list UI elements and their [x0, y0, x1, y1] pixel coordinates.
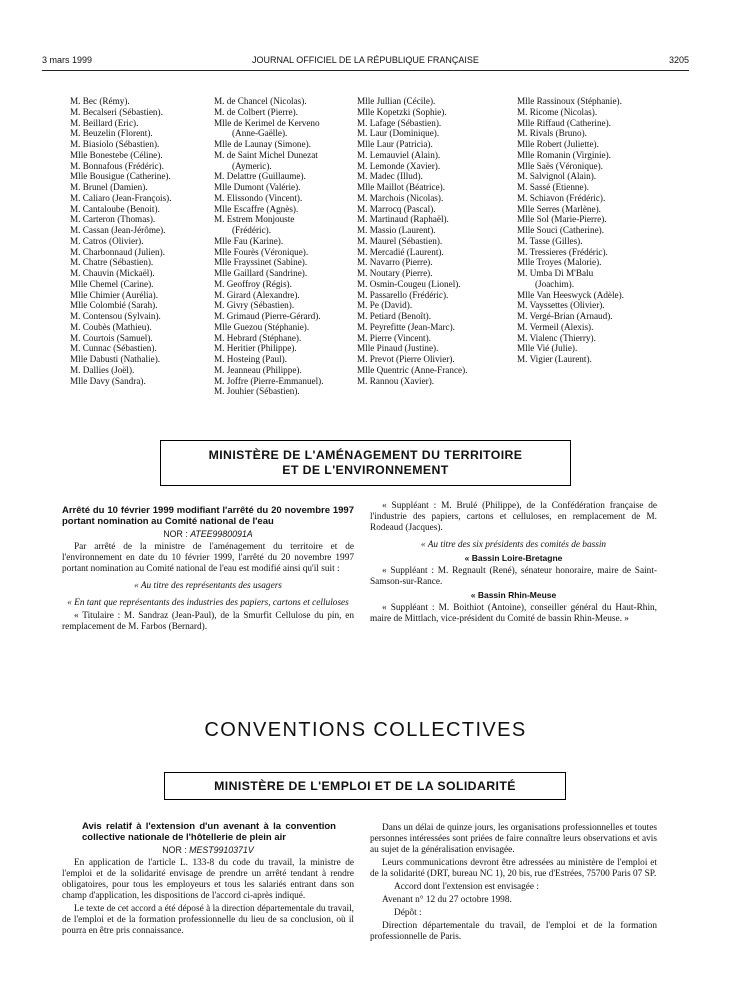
name-entry: Mlle Riffaud (Catherine). [517, 117, 611, 128]
name-entry: M. Girard (Alexandre). [214, 289, 300, 300]
page-number: 3205 [668, 55, 689, 65]
name-entry: Mlle Dumont (Valérie). [214, 182, 301, 192]
name-entry: Mlle Colombié (Sarah). [70, 300, 158, 311]
name-entry: M. Charbonnaud (Julien). [70, 246, 165, 257]
name-entry: M. Coubès (Mathieu). [70, 321, 152, 332]
avis-paragraph-8: Direction départementale du travail, de l'emploi et de la formation professionnelle de Paris. [370, 921, 657, 942]
name-entry: M. Vermeil (Alexis). [517, 321, 594, 332]
name-entry: M. Tasse (Gilles). [517, 235, 583, 246]
name-entry: (Anne-Gaëlle). [232, 128, 288, 139]
name-entry: M. Marchois (Nicolas). [357, 192, 444, 203]
avis-paragraph-1: En application de l'article L. 133-8 du code du travail, la ministre de l'emploi et de la solidarité envisage de prendre un arrêté tendant à rendre obligatoires, pour tous les employeurs et tous les salariés entrant dans son champ d'application, les dispositions de l'accord ci-après indiqué. [62, 858, 354, 901]
name-entry: M. Delattre (Guillaume). [214, 171, 306, 182]
name-entry: M. Jeanneau (Philippe). [214, 364, 302, 375]
name-entry: Mlle de Kerimel de Kerveno [214, 117, 320, 128]
bassin-rhin-meuse: « Bassin Rhin-Meuse [470, 590, 557, 600]
name-entry: Mlle de Launay (Simone). [214, 139, 311, 149]
name-entry: M. Hosteing (Paul). [214, 354, 287, 364]
name-list [62, 96, 662, 406]
name-entry: M. Vergé-Brian (Arnaud). [517, 311, 613, 321]
avis-paragraph-5: Accord dont l'extension est envisagée : [394, 882, 539, 892]
name-entry: M. Sassé (Etienne). [517, 182, 589, 192]
name-column-1 [70, 96, 172, 386]
bassin-loire-bretagne: « Bassin Loire-Bretagne [464, 553, 563, 563]
name-entry: M. Caliaro (Jean-François). [70, 192, 172, 203]
name-entry: Mlle Vié (Julie). [517, 343, 578, 354]
arrete-title: Arrêté du 10 février 1999 modifiant l'arrêté du 20 novembre 1997 portant nomination au Comité national de l'eau [62, 505, 354, 527]
name-entry: M. Lafage (Sébastien). [357, 117, 442, 128]
name-entry: M. Geoffroy (Régis). [214, 278, 292, 289]
name-entry: M. Biasiolo (Sébastien). [70, 139, 160, 149]
nor-code: MEST9910371V [189, 845, 254, 855]
name-entry: (Aymeric). [232, 160, 272, 171]
name-entry: M. Vialenc (Thierry). [517, 332, 596, 343]
name-entry: M. Peyrefitte (Jean-Marc). [357, 321, 455, 332]
name-entry: Mlle Serres (Marlène). [517, 203, 601, 214]
name-entry: M. Becalseri (Sébastien). [70, 106, 163, 117]
name-entry: M. Bonnafous (Frédéric). [70, 160, 164, 171]
name-entry: Mlle Fourès (Véronique). [214, 246, 309, 257]
avis-right-column [370, 823, 657, 945]
nor-label: NOR : [163, 529, 188, 539]
name-entry: Mlle Jullian (Cécile). [357, 96, 436, 106]
name-entry: M. Jouhier (Sébastien). [214, 386, 300, 397]
name-entry: M. Schiavon (Frédéric). [517, 192, 606, 203]
name-entry: Mlle Kopetzki (Sophie). [357, 106, 447, 117]
name-entry: M. Lemauviel (Alain). [357, 149, 441, 160]
avis-paragraph-4: Leurs communications devront être adressées au ministère de l'emploi et de la solidarité (DRT, bureau NC 1), 20 bis, rue d'Estrées, 75700 Paris 07 SP. [370, 858, 657, 879]
name-entry: M. Osmin-Cougeu (Lionel). [357, 278, 461, 289]
name-entry: Mlle Saës (Véronique). [517, 160, 603, 171]
name-entry: M. Bec (Rémy). [70, 96, 130, 106]
name-entry: Mlle Souci (Catherine). [517, 225, 605, 235]
conventions-heading: CONVENTIONS COLLECTIVES [204, 719, 527, 741]
avis-depot-label: Dépôt : [394, 908, 422, 918]
ministry-banner-environment [160, 440, 571, 486]
name-entry: M. Marrocq (Pascal). [357, 203, 436, 214]
name-entry: Mlle Maillot (Béatrice). [357, 182, 446, 192]
name-entry: Mlle Davy (Sandra). [70, 375, 146, 386]
name-entry: M. de Saint Michel Dunezat [214, 149, 318, 160]
name-column-4 [517, 96, 624, 365]
name-entry: M. Estrem Monjouste [214, 214, 295, 225]
name-entry: M. Joffre (Pierre-Emmanuel). [214, 375, 324, 386]
name-entry: Mlle Dabusti (Nathalie). [70, 354, 161, 364]
name-entry: M. Rivals (Bruno). [517, 128, 587, 139]
name-entry: M. Beillard (Eric). [70, 117, 139, 128]
arrete-right-column [370, 501, 657, 627]
name-entry: M. Heritier (Philippe). [214, 343, 297, 354]
avis-paragraph-3: Dans un délai de quinze jours, les organisations professionnelles et toutes personnes intéressées sont priées de faire connaître leurs observations et avis au sujet de la généralisation envisagée. [370, 823, 657, 855]
avis-paragraph-6: Avenant n° 12 du 27 octobre 1998. [382, 895, 512, 905]
name-entry: M. Catros (Olivier). [70, 235, 144, 246]
name-entry: M. de Colbert (Pierre). [214, 106, 298, 117]
nor-code: ATEE9980091A [190, 529, 253, 539]
name-entry: M. Salvignol (Alain). [517, 171, 597, 182]
name-entry: M. Prevot (Pierre Olivier). [357, 354, 455, 364]
name-entry: Mlle Laur (Patricia). [357, 139, 433, 149]
name-entry: M. Pe (David). [357, 300, 413, 311]
name-entry: M. Beuzelin (Florent). [70, 128, 153, 139]
name-entry: Mlle Chimier (Aurélia). [70, 289, 159, 300]
name-entry: M. Hebrard (Stéphane). [214, 332, 302, 343]
name-entry: M. Courtois (Samuel). [70, 332, 153, 343]
name-entry: (Joachim). [535, 278, 575, 289]
name-entry: Mlle Sol (Marie-Pierre). [517, 214, 607, 225]
name-entry: Mlle Guezou (Stéphanie). [214, 321, 310, 332]
arrete-section-industries: « En tant que représentants des industries des papiers, cartons et celluloses [67, 598, 349, 608]
name-entry: M. Chatre (Sébastien). [70, 257, 154, 268]
name-entry: Mlle Escaffre (Agnès). [214, 203, 299, 214]
name-entry: M. Pierre (Vincent). [357, 332, 431, 343]
name-entry: M. Madec (Illud). [357, 171, 423, 182]
name-entry: M. Cantaloube (Benoit). [70, 203, 160, 214]
name-entry: Mlle Troyes (Malorie). [517, 257, 602, 268]
name-entry: M. Laur (Dominique). [357, 128, 440, 139]
name-entry: M. Martinaud (Raphaël). [357, 214, 449, 225]
issue-date: 3 mars 1999 [42, 55, 93, 65]
name-entry: Mlle Romanin (Virginie). [517, 149, 611, 160]
ministry-banner-emploi: MINISTÈRE DE L'EMPLOI ET DE LA SOLIDARITÉ [164, 772, 566, 800]
name-entry: Mlle Quentric (Anne-France). [357, 364, 468, 375]
arrete-suppleant-2: « Suppléant : M. Regnault (René), sénateur honoraire, maire de Saint-Samson-sur-Rance. [370, 566, 657, 587]
name-entry: Mlle Chemel (Carine). [70, 278, 154, 289]
page-header [42, 55, 689, 69]
name-entry: M. Noutary (Pierre). [357, 268, 433, 278]
name-entry: M. Givry (Sébastien). [214, 300, 295, 311]
avis-title: Avis relatif à l'extension d'un avenant à la convention collective nationale de l'hôtellerie de plein air [82, 821, 336, 843]
arrete-titulaire: « Titulaire : M. Sandraz (Jean-Paul), de la Smurfit Cellulose du pin, en remplacement de M. Farbos (Bernard). [62, 611, 354, 632]
name-entry: M. Brunel (Damien). [70, 182, 148, 192]
name-entry: Mlle Bousigue (Catherine). [70, 171, 171, 182]
avis-nor [62, 845, 354, 856]
name-entry: M. Rannou (Xavier). [357, 375, 435, 386]
name-entry: M. Vigier (Laurent). [517, 354, 592, 364]
journal-title: JOURNAL OFFICIEL DE LA RÉPUBLIQUE FRANÇAISE [252, 55, 479, 65]
name-entry: M. Mercadié (Laurent). [357, 246, 444, 257]
name-entry: Mlle Robert (Juliette). [517, 139, 599, 149]
name-entry: M. Cunnac (Sébastien). [70, 343, 157, 354]
name-entry: Mlle Bonestebe (Céline). [70, 149, 163, 160]
name-entry: Mlle Frayssinet (Sabine). [214, 257, 308, 268]
name-entry: M. Lemonde (Xavier). [357, 160, 441, 171]
name-entry: M. Massio (Laurent). [357, 225, 436, 235]
name-entry: M. Elissondo (Vincent). [214, 192, 303, 203]
avis-paragraph-2: Le texte de cet accord a été déposé à la direction départementale du travail, de l'emploi et de la formation professionnelle du lieu de sa conclusion, où il pourra en être pris connaissance. [62, 904, 354, 936]
name-entry: M. Vayssettes (Olivier). [517, 300, 605, 311]
avis-left-column [62, 822, 354, 939]
nor-label: NOR : [162, 845, 187, 855]
name-entry: M. Tressieres (Frédéric). [517, 246, 608, 257]
name-entry: M. Ricome (Nicolas). [517, 106, 598, 117]
name-entry: Mlle Pinaud (Justine). [357, 343, 439, 354]
name-entry: M. Dallies (Joël). [70, 364, 135, 375]
name-entry: M. Navarro (Pierre). [357, 257, 433, 268]
arrete-paragraph: Par arrêté de la ministre de l'aménagement du territoire et de l'environnement en date du 10 février 1999, l'arrêté du 20 novembre 1997 portant nomination au Comité national de l'eau est modifié ainsi qu'il suit : [62, 542, 354, 574]
name-entry: Mlle Fau (Karine). [214, 235, 284, 246]
name-entry: (Frédéric). [232, 225, 272, 235]
name-entry: M. Maurel (Sébastien). [357, 235, 443, 246]
name-entry: M. Cassan (Jean-Jérôme). [70, 225, 166, 235]
header-rule [42, 70, 689, 71]
arrete-section-bassins: « Au titre des six présidents des comités de bassin [420, 540, 607, 550]
ministry-line-1: MINISTÈRE DE L'AMÉNAGEMENT DU TERRITOIRE [208, 448, 523, 462]
name-entry: Mlle Rassinoux (Stéphanie). [517, 96, 622, 106]
ministry-line-2: ET DE L'ENVIRONNEMENT [282, 463, 449, 477]
name-entry: M. de Chancel (Nicolas). [214, 96, 307, 106]
name-entry: M. Carteron (Thomas). [70, 214, 156, 225]
name-entry: M. Umba Di M'Balu [517, 268, 594, 278]
name-entry: Mlle Gaillard (Sandrine). [214, 268, 308, 278]
arrete-left-column [62, 506, 354, 635]
arrete-nor [62, 529, 354, 540]
name-entry: M. Chauvin (Mickaël). [70, 268, 155, 278]
name-entry: M. Petiard (Benoît). [357, 311, 431, 321]
name-entry: M. Grimaud (Pierre-Gérard). [214, 311, 321, 321]
name-entry: M. Contensou (Sylvain). [70, 311, 161, 321]
arrete-suppleant-1: « Suppléant : M. Brulé (Philippe), de la Confédération française de l'industrie des papiers, cartons et celluloses, en remplacement de M. Rodeaud (Jacques). [370, 501, 657, 533]
arrete-section-usagers: « Au titre des représentants des usagers [134, 581, 282, 591]
arrete-suppleant-3: « Suppléant : M. Boithiot (Antoine), conseiller général du Haut-Rhin, maire de Mittlach, vice-président du Comité de bassin Rhin-Meuse. » [370, 603, 657, 624]
name-column-3 [357, 96, 467, 386]
name-entry: Mlle Van Heeswyck (Adèle). [517, 289, 624, 300]
name-entry: M. Passarello (Frédéric). [357, 289, 449, 300]
name-column-2 [214, 96, 324, 397]
